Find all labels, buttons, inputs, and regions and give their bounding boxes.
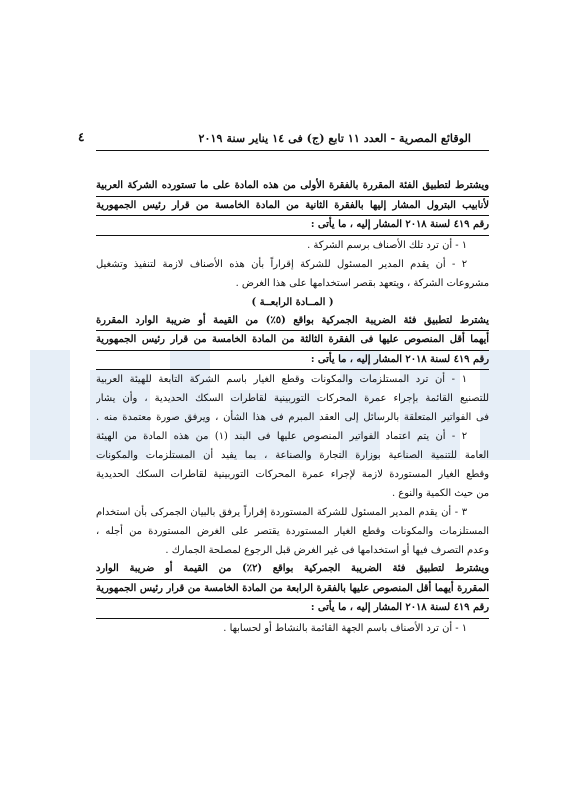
text-line: ٣ - أن يقدم المدير المسئول للشركة المستوردة إقراراً يرفق بالبيان الجمركى بأن استخدام [96, 507, 467, 518]
text-line: ١ - أن ترد الأصناف باسم الجهة القائمة بالنشاط أو لحسابها . [223, 622, 467, 634]
text-line: يشترط لتطبيق فئة الضريبة الجمركية بواقع (٥٪) من القيمة أو ضريبة الوارد المقررة [96, 312, 489, 332]
text-line: رقم ٤١٩ لسنة ٢٠١٨ المشار إليه ، ما يأتى : [96, 599, 489, 619]
text-line: رقم ٤١٩ لسنة ٢٠١٨ المشار إليه ، ما يأتى : [96, 216, 489, 236]
text-line: وقطع الغيار المستوردة لازمة لإجراء عمرة المحركات التوربينية لقاطرات السكك الحديدية [96, 469, 489, 480]
text-line: ٢ - أن يتم اعتماد الفواتير المنصوص عليها فى البند (١) من هذه المادة من الهيئة [96, 431, 467, 442]
page-number: ٤ [78, 130, 85, 144]
text-line: فى الفواتير المتعلقة بالرسائل إلى العقد المبرم فى هذا الشأن ، ويرفق صورة معتمدة منه . [96, 412, 489, 423]
text-line: لأنابيب البترول المشار إليها بالفقرة الثانية من المادة الخامسة من قرار رئيس الجمهورية [96, 197, 489, 217]
text-line: للتصنيع القائمة بإجراء عمرة المحركات التوربينية لقاطرات السكك الحديدية ، وأن يشار [96, 393, 489, 404]
header-title: الوقائع المصرية - العدد ١١ تابع (ج) فى ١٤ يناير سنة ٢٠١٩ [198, 131, 471, 145]
text-line: رقم ٤١٩ لسنة ٢٠١٨ المشار إليه ، ما يأتى : [96, 351, 489, 371]
text-line: وعدم التصرف فيها أو استخدامها فى غير الغرض قبل الرجوع لمصلحة الجمارك . [165, 545, 489, 556]
text-line: من حيث الكمية والنوع . [392, 488, 489, 499]
section-heading: ( المــادة الرابعــة ) [251, 296, 334, 308]
text-line: ١ - أن ترد تلك الأصناف برسم الشركة . [307, 239, 467, 251]
text-line: مشروعات الشركة ، ويتعهد بقصر استخدامها على هذا الغرض . [235, 277, 489, 289]
text-line: العامة للتنمية الصناعية بوزارة التجارة والصناعة ، بما يفيد أن المستلزمات والمكونات [96, 450, 489, 461]
text-line: المقررة أيهما أقل المنصوص عليها بالفقرة الرابعة من المادة الخامسة من قرار رئيس الجمهورية [96, 580, 489, 600]
document-page [78, 128, 489, 638]
document-body [96, 177, 489, 638]
text-line: المستلزمات والمكونات وقطع الغيار المستوردة يقتصر على الغرض المستوردة من أجله ، [96, 526, 489, 537]
text-line: أيهما أقل المنصوص عليها فى الفقرة الثالثة من المادة الخامسة من قرار رئيس الجمهورية [96, 331, 489, 351]
text-line: ويشترط لتطبيق الفئة المقررة بالفقرة الأولى من هذه المادة على ما تستورده الشركة العربية [96, 177, 489, 197]
page-header [78, 128, 489, 151]
text-line: ١ - أن ترد المستلزمات والمكونات وقطع الغيار باسم الشركة التابعة للهيئة العربية [96, 374, 467, 385]
text-line: ٢ - أن يقدم المدير المسئول للشركة إقراراً بأن هذه الأصناف لازمة لتنفيذ وتشغيل [96, 258, 467, 270]
text-line: ويشترط لتطبيق فئة الضريبة الجمركية بواقع (٢٪) من القيمة أو ضريبة الوارد [96, 560, 489, 580]
